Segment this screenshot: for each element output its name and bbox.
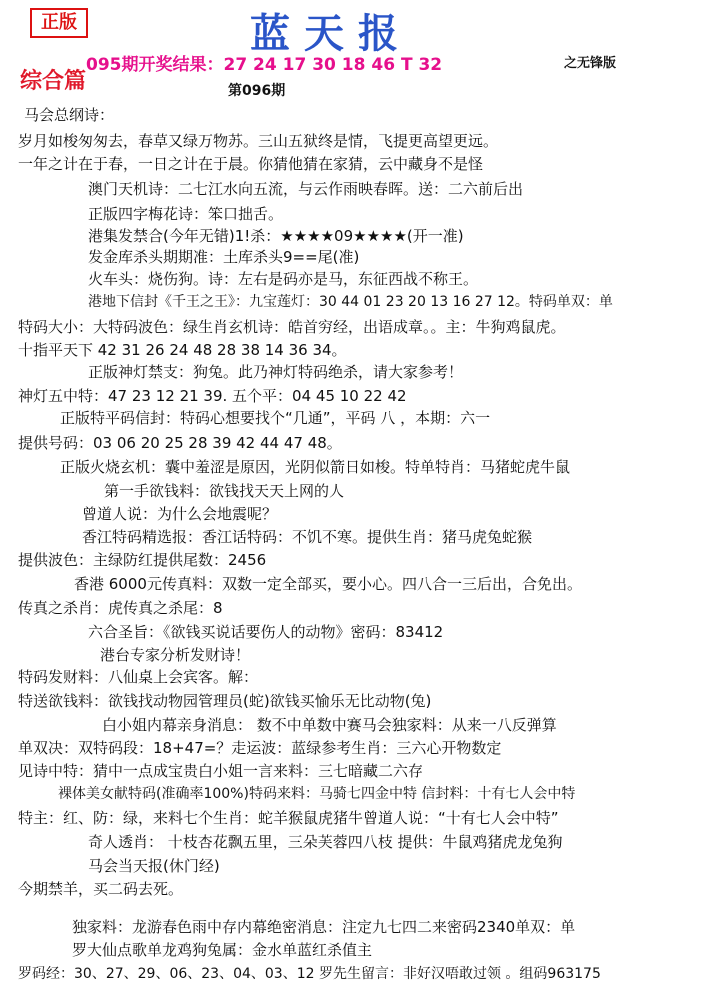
text-line: 香江特码精选报：香江话特码：不饥不寒。提供生肖：猪马虎兔蛇猴 <box>82 528 533 546</box>
edition-badge: 正版 <box>30 8 88 38</box>
text-line: 港集发禁合(今年无错)1!杀：★★★★09★★★★(开一准) <box>88 227 464 245</box>
text-line: 港地下信封《千王之王》：九宝莲灯：30 44 01 23 20 13 16 27 12。特码单双：单 <box>88 294 613 310</box>
text-line: 特码大小：大特码波色：绿生肖玄机诗：皓首穷经，出语成章。。主：牛狗鸡鼠虎。 <box>18 318 566 336</box>
draw-result: 095期开奖结果：27 24 17 30 18 46 T 32 <box>86 55 443 75</box>
text-line: 奇人透肖： 十枝杏花飘五里，三朵芙蓉四八枝 提供：牛鼠鸡猪虎龙兔狗 <box>88 833 563 851</box>
text-line: 曾道人说：为什么会地震呢？ <box>82 505 278 523</box>
text-line: 正版特平码信封：特码心想要找个“几通”，平码 八 ，本期：六一 <box>60 409 491 427</box>
text-line: 港台专家分析发财诗！ <box>100 646 251 664</box>
text-line: 火车头：烧伤狗。诗：左右是码亦是马，东征西战不称王。 <box>88 270 479 288</box>
text-line: 马会当天报(休门经) <box>88 857 220 875</box>
text-line: 澳门天机诗：二七江水向五流，与云作雨映春晖。送：二六前后出 <box>88 180 524 198</box>
issue-number: 第096期 <box>228 83 286 99</box>
text-line: 提供波色：主绿防红提供尾数：2456 <box>18 551 267 569</box>
text-line: 独家料：龙游春色雨中存内幕绝密消息：注定九七四二来密码2340单双：单 <box>72 918 576 936</box>
text-line: 特码发财料：八仙桌上会宾客。解： <box>18 668 259 686</box>
edition-label: 之无锋版 <box>564 56 617 71</box>
text-line: 罗码经：30、27、29、06、23、04、03、12 罗先生留言：非好汉唔敢过领 。组码963175 <box>18 966 601 982</box>
text-line: 一年之计在于春，一日之计在于晨。你猜他猜在家猜，云中藏身不是怪 <box>18 155 484 173</box>
text-line: 传真之杀肖：虎传真之杀尾：8 <box>18 599 223 617</box>
text-line: 见诗中特：猜中一点成宝贵白小姐一言来料：三七暗藏二六存 <box>18 762 424 780</box>
text-line: 神灯五中特：47 23 12 21 39. 五个平：04 45 10 22 42 <box>18 387 407 405</box>
text-line: 特送欲钱料：欲钱找动物园管理员(蛇)欲钱买愉乐无比动物(兔) <box>18 692 432 710</box>
text-line: 第一手欲钱料：欲钱找天天上网的人 <box>104 482 345 500</box>
text-line: 裸体美女献特码(准确率100%)特码来料：马骑七四金中特 信封料：十有七人会中特 <box>58 786 576 802</box>
section-title: 综合篇 <box>20 68 87 94</box>
text-line: 今期禁羊，买二码去死。 <box>18 880 184 898</box>
text-line: 特主：红、防：绿，来料七个生肖：蛇羊猴鼠虎猪牛曾道人说：“十有七人会中特” <box>18 809 559 827</box>
text-line: 正版火烧玄机：囊中羞涩是原因，光阴似箭日如梭。特单特肖：马猪蛇虎牛鼠 <box>60 458 571 476</box>
text-line: 发金库杀头期期准：土库杀头9==尾(准) <box>88 248 360 266</box>
text-line: 正版四字梅花诗：笨口拙舌。 <box>88 205 284 223</box>
text-line: 十指平天下 42 31 26 24 48 28 38 14 36 34。 <box>18 341 347 359</box>
text-line: 岁月如梭匆匆去，春草又绿万物苏。三山五狱终是情，飞提更高望更远。 <box>18 132 499 150</box>
text-line: 白小姐内幕亲身消息： 数不中单数中赛马会独家料：从来一八反弹算 <box>102 716 557 734</box>
text-line: 正版神灯禁支：狗兔。此乃神灯特码绝杀，请大家参考！ <box>88 363 464 381</box>
text-line: 单双决：双特码段：18+47=？走运波：蓝绿参考生肖：三六心开物数定 <box>18 739 502 757</box>
text-line: 提供号码：03 06 20 25 28 39 42 44 47 48。 <box>18 434 342 452</box>
text-line: 六合圣旨：《欲钱买说话要伤人的动物》密码：83412 <box>88 623 444 641</box>
text-line: 罗大仙点歌单龙鸡狗兔属：金水单蓝红杀值主 <box>72 941 373 959</box>
newspaper-title: 蓝天报 <box>250 10 412 57</box>
text-line: 马会总纲诗： <box>24 106 115 124</box>
text-line: 香港 6000元传真料：双数一定全部买，要小心。四八合一三后出，合免出。 <box>74 575 582 593</box>
